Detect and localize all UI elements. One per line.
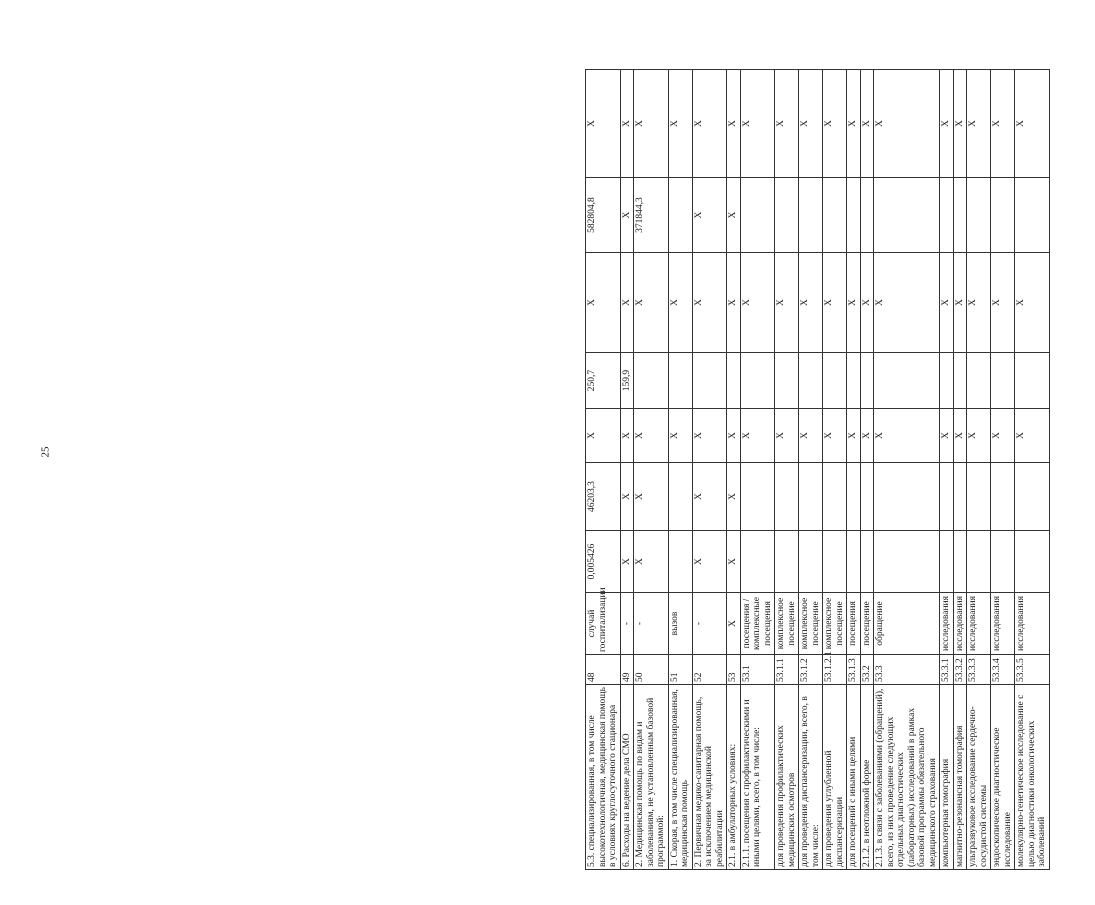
value-cell: [940, 531, 954, 593]
value-cell: [668, 531, 692, 593]
row-name-cell: магнитно-резонансная томография: [953, 685, 967, 870]
value-cell: X: [727, 178, 741, 253]
page-number: 25: [39, 446, 52, 458]
table-row: [668, 70, 692, 870]
value-cell: X: [847, 409, 861, 463]
value-cell: X: [586, 253, 621, 353]
row-unit-cell: исследования: [953, 593, 967, 655]
value-cell: X: [799, 409, 823, 463]
value-cell: X: [740, 70, 775, 178]
value-cell: [775, 178, 799, 253]
value-cell: X: [940, 409, 954, 463]
value-cell: X: [692, 253, 727, 353]
row-name-cell: для проведения углубленной диспансеризации: [823, 685, 847, 870]
value-cell: [823, 353, 847, 409]
row-number-cell: 52: [692, 655, 727, 685]
value-cell: X: [953, 253, 967, 353]
value-cell: X: [847, 253, 861, 353]
value-cell: [823, 531, 847, 593]
row-name-cell: 2.1.1. посещения с профилактическими и иными целями, всего, в том числе:: [740, 685, 775, 870]
value-cell: 159,9: [620, 353, 634, 409]
value-cell: X: [823, 70, 847, 178]
value-cell: X: [668, 253, 692, 353]
value-cell: [874, 463, 940, 531]
value-cell: X: [727, 253, 741, 353]
value-cell: [991, 463, 1015, 531]
row-number-cell: 53.1.3: [847, 655, 861, 685]
value-cell: 582804,8: [586, 178, 621, 253]
value-cell: [860, 531, 874, 593]
value-cell: X: [940, 70, 954, 178]
value-cell: X: [727, 531, 741, 593]
row-name-cell: 1. Скорая, в том числе специализированная, медицинская помощь: [668, 685, 692, 870]
value-cell: X: [620, 409, 634, 463]
value-cell: X: [775, 253, 799, 353]
value-cell: X: [740, 409, 775, 463]
value-cell: X: [991, 253, 1015, 353]
table-row: [740, 70, 775, 870]
value-cell: X: [967, 409, 991, 463]
value-cell: X: [775, 70, 799, 178]
value-cell: 250,7: [586, 353, 621, 409]
value-cell: X: [967, 253, 991, 353]
value-cell: X: [847, 70, 861, 178]
value-cell: X: [953, 409, 967, 463]
value-cell: [967, 178, 991, 253]
value-cell: X: [634, 463, 669, 531]
value-cell: X: [799, 253, 823, 353]
table-row: [634, 70, 669, 870]
value-cell: X: [799, 70, 823, 178]
value-cell: [991, 178, 1015, 253]
row-number-cell: 48: [586, 655, 621, 685]
row-unit-cell: исследования: [967, 593, 991, 655]
table-row: [727, 70, 741, 870]
value-cell: [874, 178, 940, 253]
value-cell: [940, 463, 954, 531]
table-row: [586, 70, 621, 870]
row-number-cell: 53.1.1: [775, 655, 799, 685]
value-cell: X: [634, 409, 669, 463]
value-cell: X: [860, 253, 874, 353]
value-cell: X: [874, 70, 940, 178]
value-cell: [1015, 178, 1050, 253]
value-cell: [1015, 353, 1050, 409]
value-cell: [967, 531, 991, 593]
value-cell: X: [874, 253, 940, 353]
value-cell: X: [953, 70, 967, 178]
row-name-cell: молекулярно-генетическое исследование с целью диагностики онкологических заболеваний: [1015, 685, 1050, 870]
row-name-cell: для проведения профилактических медицинских осмотров: [775, 685, 799, 870]
value-cell: [799, 531, 823, 593]
value-cell: X: [620, 253, 634, 353]
value-cell: X: [668, 409, 692, 463]
row-unit-cell: посещения: [847, 593, 861, 655]
value-cell: X: [991, 409, 1015, 463]
value-cell: [727, 353, 741, 409]
value-cell: 371844,3: [634, 178, 669, 253]
value-cell: X: [1015, 253, 1050, 353]
value-cell: X: [692, 463, 727, 531]
value-cell: X: [668, 70, 692, 178]
table-row: [860, 70, 874, 870]
value-cell: [1015, 531, 1050, 593]
value-cell: X: [692, 178, 727, 253]
row-unit-cell: -: [620, 593, 634, 655]
table-row: [991, 70, 1015, 870]
row-name-cell: для проведения диспансеризации, всего, в том числе:: [799, 685, 823, 870]
value-cell: [860, 353, 874, 409]
table-row: [1015, 70, 1050, 870]
row-number-cell: 49: [620, 655, 634, 685]
value-cell: [991, 531, 1015, 593]
row-unit-cell: комплексное посещение: [799, 593, 823, 655]
row-number-cell: 53.3.4: [991, 655, 1015, 685]
value-cell: [799, 353, 823, 409]
medical-care-table: [585, 69, 1050, 870]
value-cell: [668, 463, 692, 531]
value-cell: X: [620, 178, 634, 253]
value-cell: [823, 178, 847, 253]
value-cell: X: [620, 463, 634, 531]
row-number-cell: 53.1.2.1: [823, 655, 847, 685]
value-cell: [847, 178, 861, 253]
value-cell: [740, 178, 775, 253]
value-cell: [967, 353, 991, 409]
table-row: [620, 70, 634, 870]
row-number-cell: 51: [668, 655, 692, 685]
row-number-cell: 53.3.5: [1015, 655, 1050, 685]
row-name-cell: 2.1.3. в связи с заболеваниями (обращений), всего, из них проведение следующих отдельных диагностических (лабораторных) исследований в рамках базовой программы обязательного медицинского страхования: [874, 685, 940, 870]
value-cell: X: [692, 531, 727, 593]
row-unit-cell: -: [692, 593, 727, 655]
table-row: [692, 70, 727, 870]
row-name-cell: 2.1. в амбулаторных условиях:: [727, 685, 741, 870]
value-cell: [740, 531, 775, 593]
value-cell: [668, 353, 692, 409]
value-cell: [775, 463, 799, 531]
row-number-cell: 53.3.1: [940, 655, 954, 685]
table-row: [940, 70, 954, 870]
value-cell: X: [823, 409, 847, 463]
table-row: [847, 70, 861, 870]
row-unit-cell: комплексное посещение: [775, 593, 799, 655]
value-cell: X: [620, 70, 634, 178]
row-number-cell: 53.3.3: [967, 655, 991, 685]
row-name-cell: компьютерная томография: [940, 685, 954, 870]
value-cell: 0,005426: [586, 531, 621, 593]
value-cell: [953, 463, 967, 531]
value-cell: [799, 463, 823, 531]
value-cell: X: [1015, 409, 1050, 463]
value-cell: X: [991, 70, 1015, 178]
row-number-cell: 50: [634, 655, 669, 685]
value-cell: [940, 178, 954, 253]
row-number-cell: 53: [727, 655, 741, 685]
row-unit-cell: исследования: [940, 593, 954, 655]
row-name-cell: 6. Расходы на ведение дела СМО: [620, 685, 634, 870]
value-cell: X: [740, 253, 775, 353]
value-cell: [953, 531, 967, 593]
row-unit-cell: исследования: [1015, 593, 1050, 655]
row-number-cell: 53.3.2: [953, 655, 967, 685]
value-cell: X: [1015, 70, 1050, 178]
value-cell: X: [586, 70, 621, 178]
value-cell: [967, 463, 991, 531]
value-cell: X: [692, 70, 727, 178]
value-cell: X: [860, 409, 874, 463]
value-cell: X: [727, 409, 741, 463]
value-cell: [740, 353, 775, 409]
rotated-table-container: [585, 70, 1095, 870]
value-cell: [991, 353, 1015, 409]
value-cell: [860, 178, 874, 253]
row-unit-cell: -: [634, 593, 669, 655]
value-cell: 46203,3: [586, 463, 621, 531]
row-name-cell: 2. Первичная медико-санитарная помощь, за исключением медицинской реабилитации: [692, 685, 727, 870]
value-cell: [740, 463, 775, 531]
row-unit-cell: обращение: [874, 593, 940, 655]
row-unit-cell: комплексное посещение: [823, 593, 847, 655]
value-cell: [860, 463, 874, 531]
value-cell: [847, 353, 861, 409]
row-name-cell: 5.3. специализированная, в том числе высокотехнологичная, медицинская помощь в условиях круглосуточного стационара: [586, 685, 621, 870]
value-cell: [847, 531, 861, 593]
row-name-cell: 2.1.2. в неотложной форме: [860, 685, 874, 870]
value-cell: [668, 178, 692, 253]
value-cell: X: [634, 70, 669, 178]
value-cell: [940, 353, 954, 409]
value-cell: X: [823, 253, 847, 353]
table-row: [775, 70, 799, 870]
value-cell: [874, 353, 940, 409]
row-number-cell: 53.2: [860, 655, 874, 685]
row-name-cell: эндоскопическое диагностическое исследование: [991, 685, 1015, 870]
value-cell: [823, 463, 847, 531]
row-name-cell: 2. Медицинская помощь по видам и заболеваниям, не установленным базовой программой:: [634, 685, 669, 870]
value-cell: [634, 353, 669, 409]
value-cell: [953, 178, 967, 253]
value-cell: [775, 531, 799, 593]
value-cell: X: [940, 253, 954, 353]
value-cell: X: [727, 70, 741, 178]
value-cell: [799, 178, 823, 253]
row-unit-cell: случай госпитализации: [586, 593, 621, 655]
value-cell: [692, 353, 727, 409]
value-cell: X: [692, 409, 727, 463]
row-unit-cell: посещение: [860, 593, 874, 655]
value-cell: [847, 463, 861, 531]
row-name-cell: для посещений с иными целями: [847, 685, 861, 870]
row-number-cell: 53.3: [874, 655, 940, 685]
value-cell: [1015, 463, 1050, 531]
row-unit-cell: вызов: [668, 593, 692, 655]
row-name-cell: ультразвуковое исследование сердечно-сосудистой системы: [967, 685, 991, 870]
table-row: [823, 70, 847, 870]
value-cell: X: [634, 253, 669, 353]
value-cell: [874, 531, 940, 593]
value-cell: X: [727, 463, 741, 531]
row-number-cell: 53.1.2: [799, 655, 823, 685]
table-row: [799, 70, 823, 870]
table-row: [967, 70, 991, 870]
value-cell: [953, 353, 967, 409]
value-cell: X: [620, 531, 634, 593]
value-cell: X: [874, 409, 940, 463]
value-cell: [775, 353, 799, 409]
value-cell: X: [967, 70, 991, 178]
row-unit-cell: исследования: [991, 593, 1015, 655]
row-unit-cell: посещения / комплексные посещения: [740, 593, 775, 655]
value-cell: X: [775, 409, 799, 463]
row-number-cell: 53.1: [740, 655, 775, 685]
table-row: [953, 70, 967, 870]
row-unit-cell: X: [727, 593, 741, 655]
value-cell: X: [586, 409, 621, 463]
value-cell: X: [860, 70, 874, 178]
table-row: [874, 70, 940, 870]
value-cell: X: [634, 531, 669, 593]
